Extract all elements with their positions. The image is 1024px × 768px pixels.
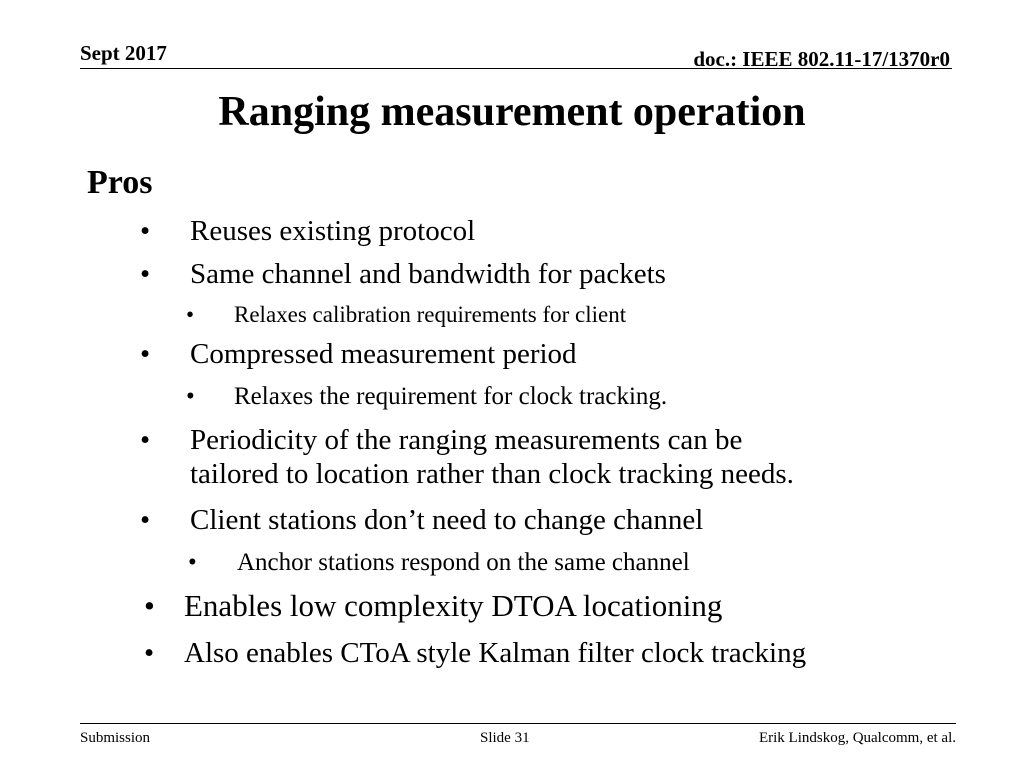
bullet-icon: • <box>140 215 151 247</box>
footer-authors: Erik Lindskog, Qualcomm, et al. <box>758 730 956 746</box>
bullet-icon: • <box>186 302 195 327</box>
list-item-text: Same channel and bandwidth for packets <box>190 258 666 290</box>
header-doc-id: doc.: IEEE 802.11-17/1370r0 <box>693 47 950 71</box>
slide-title: Ranging measurement operation <box>218 89 806 135</box>
list-item-text: Anchor stations respond on the same channel <box>237 549 690 576</box>
bullet-icon: • <box>188 549 197 576</box>
list-item-text: Relaxes calibration requirements for client <box>234 302 627 327</box>
footer-divider <box>80 723 956 724</box>
list-item-text: Compressed measurement period <box>190 338 577 370</box>
bullet-icon: • <box>144 637 155 669</box>
list-item-text: Enables low complexity DTOA locationing <box>184 588 723 623</box>
list-item-text: Periodicity of the ranging measurements can be <box>190 424 743 456</box>
header-divider <box>80 68 952 69</box>
list-item-text: Client stations don’t need to change channel <box>190 504 704 536</box>
footer-slide-number: Slide 31 <box>480 730 530 746</box>
bullet-icon: • <box>140 258 151 290</box>
footer-submission: Submission <box>80 730 151 746</box>
section-heading: Pros <box>87 164 153 201</box>
bullet-icon: • <box>140 424 151 456</box>
list-item-text: Relaxes the requirement for clock tracking. <box>234 383 668 410</box>
list-item-text: Also enables CToA style Kalman filter clock tracking <box>184 637 807 669</box>
list-item-text: Reuses existing protocol <box>190 215 476 247</box>
header-date: Sept 2017 <box>80 41 167 65</box>
bullet-icon: • <box>186 383 195 410</box>
bullet-icon: • <box>144 588 155 623</box>
list-item-text-continuation: tailored to location rather than clock tracking needs. <box>190 458 794 490</box>
bullet-icon: • <box>140 504 151 536</box>
bullet-icon: • <box>140 338 151 370</box>
